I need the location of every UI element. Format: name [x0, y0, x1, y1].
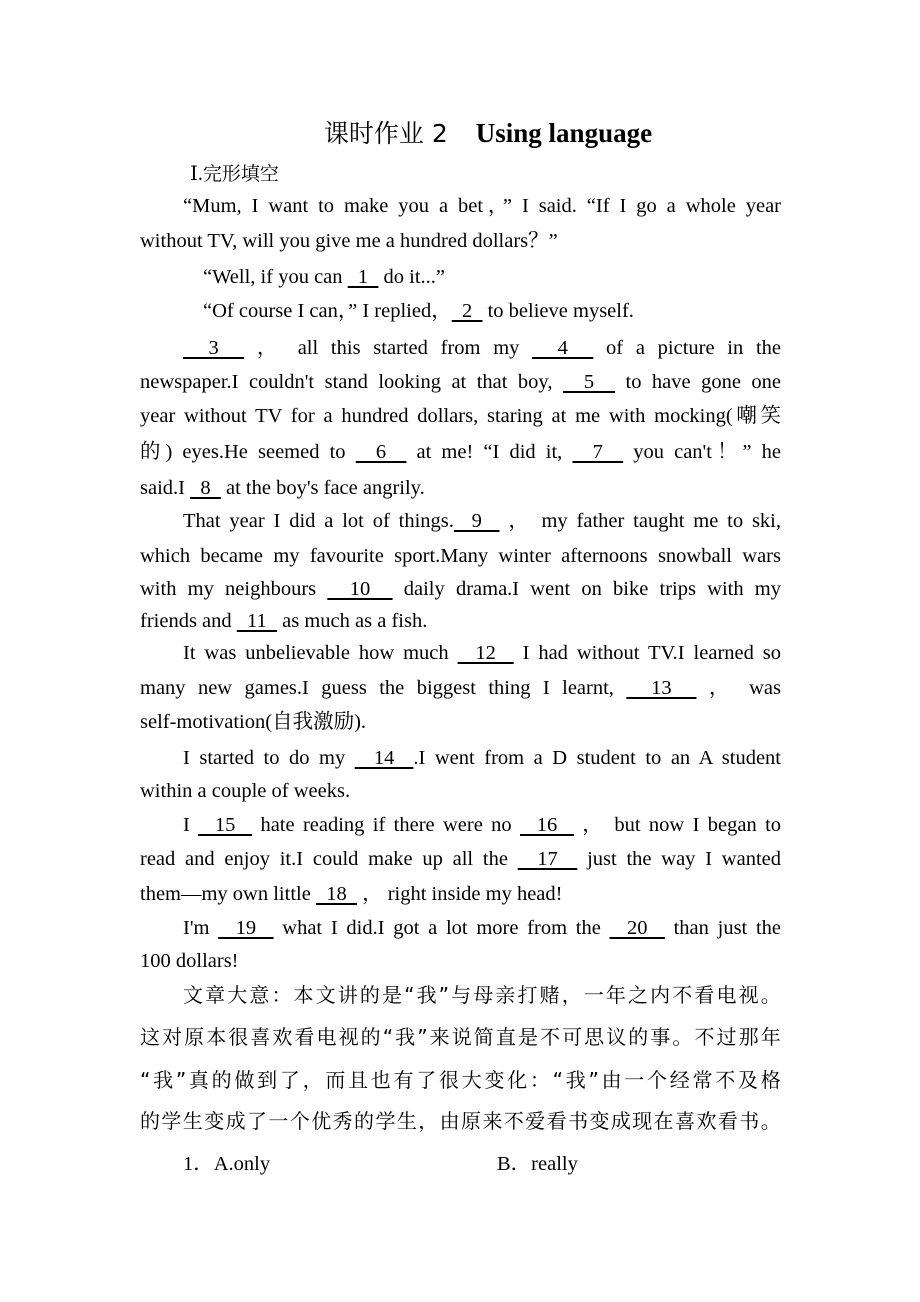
passage-text: do it...”	[378, 266, 446, 288]
passage-line	[183, 335, 781, 361]
passage-line	[140, 369, 781, 395]
passage-text: ， right inside my head!	[356, 883, 563, 905]
summary-line: 文章大意：本文讲的是“我”与母亲打赌，一年之内不看电视。	[183, 983, 781, 1007]
passage-text: daily drama.I went on bike trips with my	[392, 578, 781, 600]
passage-text: That year I did a lot of things.	[183, 510, 454, 532]
blank-3: 3	[183, 337, 245, 359]
blank-5: 5	[562, 371, 616, 393]
passage-text: ， was	[696, 677, 781, 699]
passage-line	[203, 264, 781, 290]
passage-line	[140, 675, 781, 701]
blank-12: 12	[457, 642, 514, 664]
passage-text: many new games.I guess the biggest thing I learnt,	[140, 677, 627, 699]
passage-text: to believe myself.	[482, 300, 634, 322]
passage-text: within a couple of weeks.	[140, 780, 351, 802]
section-heading	[190, 159, 279, 186]
blank-6: 6	[355, 441, 407, 463]
blank-10: 10	[327, 578, 393, 600]
option-1b: B．really	[497, 1153, 578, 1175]
passage-line	[140, 948, 781, 974]
blank-8: 8	[190, 477, 221, 499]
passage-text: ， all this started from my	[244, 337, 533, 359]
passage-text: I had without TV.I learned so	[513, 642, 781, 664]
passage-text: ， my father taught me to ski,	[499, 510, 781, 532]
passage-text: ， but now I began to	[573, 814, 781, 836]
passage-line	[140, 608, 781, 634]
passage-text: to have gone one	[615, 371, 781, 393]
passage-text: year without TV for a hundred dollars, staring at me with mocking(嘲笑	[140, 405, 781, 427]
passage-text: at the boy's face angrily.	[220, 477, 425, 499]
passage-text: self-motivation(自我激励).	[140, 711, 367, 733]
passage-text: just the way I wanted	[577, 848, 781, 870]
passage-text: them—my own little	[140, 883, 316, 905]
title-en: Using language	[475, 118, 653, 148]
passage-line	[183, 812, 781, 838]
passage-line	[140, 403, 781, 429]
passage-text: I'm	[183, 917, 219, 939]
blank-20: 20	[609, 917, 665, 939]
blank-15: 15	[198, 814, 253, 836]
passage-text: you can't！” he	[623, 441, 781, 463]
section-numeral: Ⅰ.	[190, 163, 203, 185]
passage-line	[140, 475, 781, 501]
passage-line	[140, 543, 781, 569]
passage-text: “Of course I can，” I replied，	[203, 300, 452, 322]
passage-text: newspaper.I couldn't stand looking at that boy,	[140, 371, 563, 393]
passage-text: at me! “I did it,	[406, 441, 573, 463]
passage-text: read and enjoy it.I could make up all the	[140, 848, 518, 870]
summary-line: 这对原本很喜欢看电视的“我”来说简直是不可思议的事。不过那年	[140, 1025, 781, 1049]
passage-text: 100 dollars!	[140, 950, 239, 972]
passage-line	[203, 298, 781, 324]
page-title	[0, 114, 920, 150]
passage-text: .I went from a D student to an A student	[413, 747, 781, 769]
passage-text: which became my favourite sport.Many winter afternoons snowball wars	[140, 545, 781, 567]
passage-text: It was unbelievable how much	[183, 642, 458, 664]
passage-text: I	[183, 814, 199, 836]
blank-11: 11	[236, 610, 278, 632]
passage-line	[140, 709, 781, 735]
title-zh: 课时作业 2	[323, 119, 448, 148]
passage-text: hate reading if there were no	[252, 814, 521, 836]
passage-line	[140, 439, 781, 465]
passage-text: 的) eyes.He seemed to	[140, 441, 356, 463]
passage-text: said.I	[140, 477, 191, 499]
blank-13: 13	[626, 677, 697, 699]
passage-line	[140, 846, 781, 872]
blank-7: 7	[572, 441, 624, 463]
passage-line	[140, 778, 781, 804]
blank-18: 18	[315, 883, 357, 905]
passage-text: without TV, will you give me a hundred dollars？”	[140, 230, 558, 252]
passage-line	[183, 508, 781, 534]
passage-line	[183, 640, 781, 666]
passage-line	[140, 576, 781, 602]
blank-2: 2	[451, 300, 483, 322]
passage-line	[140, 228, 781, 254]
passage-text: “Well, if you can	[203, 266, 348, 288]
passage-text: than just the	[664, 917, 781, 939]
blank-17: 17	[517, 848, 578, 870]
blank-16: 16	[520, 814, 574, 836]
passage-line	[183, 915, 781, 941]
passage-text: with my neighbours	[140, 578, 328, 600]
passage-text: friends and	[140, 610, 237, 632]
passage-text: “Mum, I want to make you a bet，” I said. “If I go a whole year	[183, 195, 781, 217]
blank-9: 9	[453, 510, 500, 532]
passage-line	[140, 881, 781, 907]
blank-4: 4	[532, 337, 594, 359]
blank-14: 14	[354, 747, 414, 769]
blank-19: 19	[218, 917, 274, 939]
summary-line: 的学生变成了一个优秀的学生，由原来不爱看书变成现在喜欢看书。	[140, 1109, 781, 1133]
summary-line: “我”真的做到了，而且也有了很大变化：“我”由一个经常不及格	[140, 1068, 781, 1092]
passage-text: as much as a fish.	[277, 610, 428, 632]
blank-1: 1	[347, 266, 379, 288]
passage-line	[183, 193, 781, 219]
passage-text: of a picture in the	[593, 337, 781, 359]
passage-text: I started to do my	[183, 747, 355, 769]
passage-text: what I did.I got a lot more from the	[273, 917, 610, 939]
section-label: 完形填空	[202, 163, 279, 185]
option-1a: 1．A.only	[183, 1153, 271, 1175]
passage-line	[183, 745, 781, 771]
